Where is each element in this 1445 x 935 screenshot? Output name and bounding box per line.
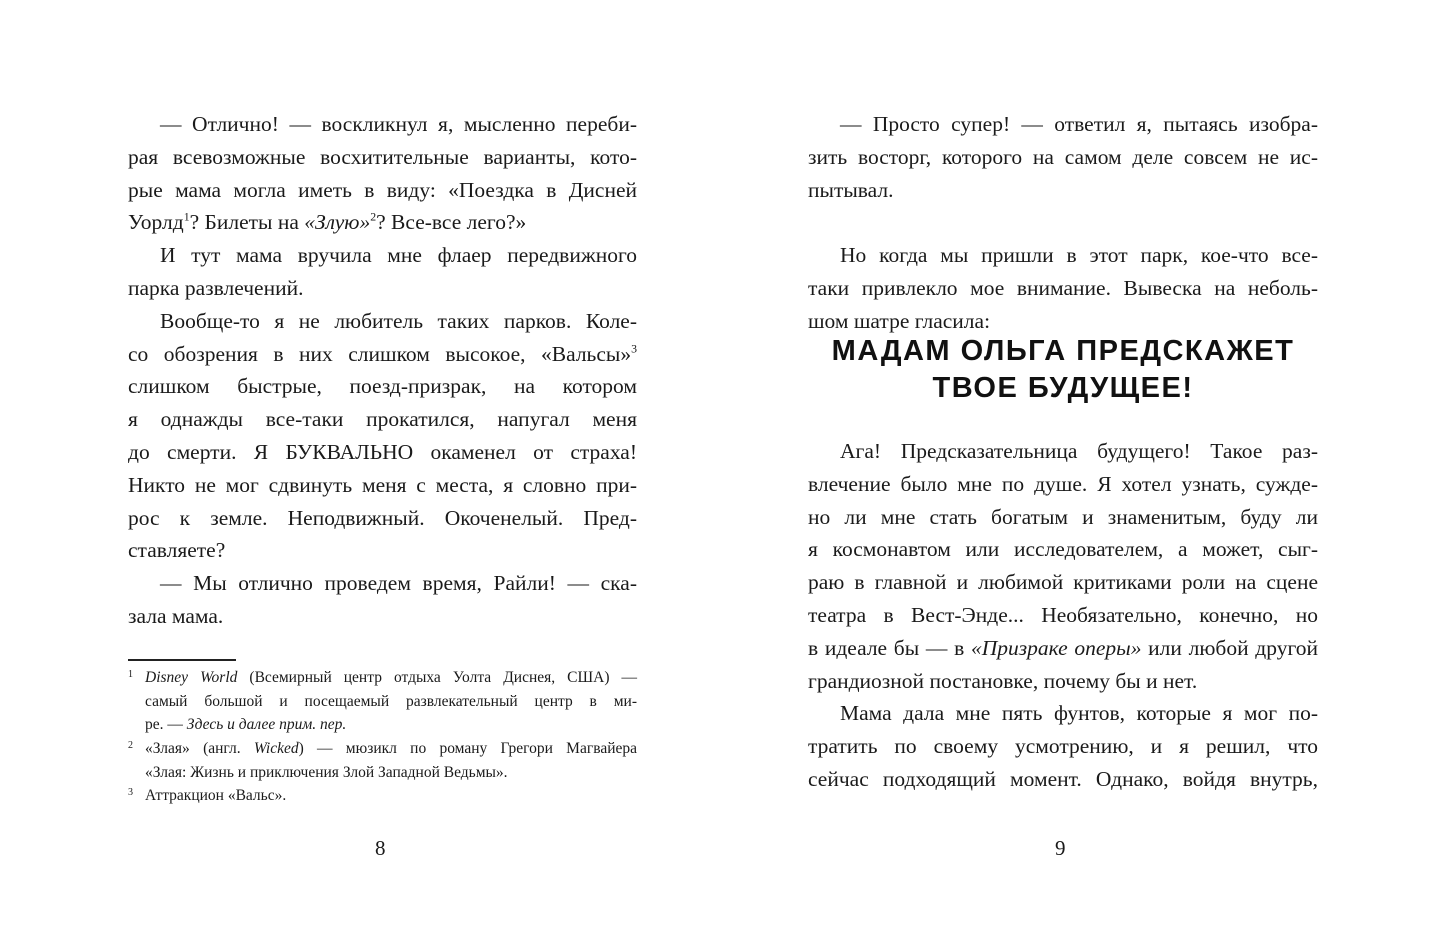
right-page	[808, 0, 1318, 935]
text-line	[808, 108, 1318, 141]
footnote-line	[128, 713, 637, 737]
text-run: рос к земле. Неподвижный. Окоченелый. Пред-	[128, 505, 637, 530]
text-run: Ага! Предсказательница будущего! Такое раз-	[840, 439, 1318, 463]
text-line	[128, 108, 637, 141]
text-run: пытывал.	[808, 177, 894, 202]
text-line	[128, 403, 637, 436]
text-line	[128, 239, 637, 272]
text-run: парка развлечений.	[128, 275, 304, 300]
text-run: рая всевозможные восхитительные варианты, кото-	[128, 144, 637, 169]
footnote-line	[128, 737, 637, 761]
text-run: «Злая: Жизнь и приключения Злой Западной Ведьмы».	[145, 763, 508, 781]
footnote-number: 3	[128, 787, 133, 799]
footnote-line	[128, 690, 637, 714]
footnote-ref: 1	[183, 210, 190, 225]
text-run: но ли мне стать богатым и знаменитым, буду ли	[808, 504, 1318, 529]
text-line	[128, 338, 637, 371]
text-line	[128, 272, 637, 305]
text-run: в идеале бы — в	[808, 635, 971, 660]
text-run: (Всемирный центр отдыха Уолта Диснея, США) —	[237, 669, 638, 686]
text-line	[808, 599, 1318, 632]
text-run: — Отлично! — воскликнул я, мысленно переби-	[160, 112, 637, 136]
text-line	[128, 305, 637, 338]
text-line	[808, 533, 1318, 566]
text-line	[128, 206, 637, 239]
right-paragraph-1	[808, 108, 1318, 206]
footnotes	[128, 666, 637, 808]
text-run: ? Билеты на	[189, 210, 305, 235]
footnote-number: 1	[128, 669, 133, 680]
text-line	[808, 272, 1318, 305]
text-line	[808, 665, 1318, 698]
page-number-left: 8	[375, 836, 386, 860]
text-run: ставляете?	[128, 538, 226, 563]
footnote-ref: 2	[370, 210, 377, 225]
text-run: Никто не мог сдвинуть меня с места, я словно при-	[128, 472, 637, 497]
footnote-line	[128, 666, 637, 690]
footnote-line	[128, 784, 637, 808]
text-run: самый большой и посещаемый развлекательный центр в ми-	[145, 692, 637, 710]
text-run: зала мама.	[128, 603, 224, 628]
text-run: театра в Вест-Энде... Необязательно, конечно, но	[808, 602, 1318, 627]
text-line	[808, 141, 1318, 174]
text-line	[808, 468, 1318, 501]
left-body-text	[128, 108, 637, 633]
text-run: рые мама могла иметь в виду: «Поездка в Дисней	[128, 177, 637, 202]
text-line	[128, 600, 637, 633]
page-number-right: 9	[1055, 836, 1066, 860]
footnote-ref: 3	[631, 341, 637, 356]
text-line	[808, 435, 1318, 468]
text-line	[808, 566, 1318, 599]
text-run: Аттракцион «Вальс».	[145, 787, 287, 805]
text-run: — Просто супер! — ответил я, пытаясь изобра-	[840, 112, 1318, 136]
text-run: до смерти. Я БУКВАЛЬНО окаменел от страха!	[128, 439, 637, 464]
text-run: ) — мюзикл по роману Грегори Магвайера	[298, 740, 638, 758]
text-run: Вообще-то я не любитель таких парков. Коле-	[160, 308, 637, 333]
text-run: Уорлд	[128, 210, 184, 235]
text-run: «Призраке оперы»	[970, 635, 1142, 660]
text-run: со обозрения в них слишком высокое, «Вальсы»	[128, 341, 632, 366]
text-run: таки привлекло мое внимание. Вывеска на неболь-	[808, 275, 1318, 300]
text-line	[808, 174, 1318, 207]
text-run: «Злая» (англ.	[145, 740, 254, 758]
text-run: влечение было мне по душе. Я хотел узнать, сужде-	[808, 471, 1318, 496]
text-run: я космонавтом или исследователем, а может, сыг-	[808, 537, 1318, 562]
text-line	[128, 502, 637, 535]
text-run: Wicked	[253, 740, 299, 758]
text-run: грандиозной постановке, почему бы и нет.	[808, 668, 1198, 693]
text-run: ? Все-все лего?»	[376, 210, 527, 235]
right-paragraph-2	[808, 239, 1318, 337]
text-run: И тут мама вручила мне флаер передвижного	[160, 243, 637, 268]
text-line	[808, 697, 1318, 730]
text-run: сейчас подходящий момент. Однако, войдя внутрь,	[808, 766, 1318, 791]
text-run: ре. —	[145, 716, 187, 734]
text-run: я однажды все-таки прокатился, напугал меня	[128, 407, 637, 432]
left-page	[128, 0, 637, 935]
text-run: Disney World	[145, 669, 238, 686]
footnote-line	[128, 761, 637, 785]
text-line	[128, 174, 637, 207]
text-run: зить восторг, которого на самом деле совсем не ис-	[808, 144, 1318, 169]
text-run: Здесь и далее прим. пер.	[186, 716, 347, 734]
footnote-number: 2	[128, 740, 133, 752]
text-run: раю в главной и любимой критиками роли на сцене	[808, 570, 1318, 595]
text-run: Мама дала мне пять фунтов, которые я мог по-	[840, 701, 1318, 726]
text-run: тратить по своему усмотрению, и я решил, что	[808, 734, 1318, 759]
sign-heading-line-2: ТВОЕ БУДУЩЕЕ!	[932, 372, 1194, 404]
text-line	[128, 370, 637, 403]
text-line	[128, 534, 637, 567]
text-run: слишком быстрые, поезд-призрак, на котором	[128, 374, 637, 399]
text-run: шом шатре гласила:	[808, 308, 991, 333]
right-paragraph-3	[808, 435, 1318, 796]
text-line	[808, 501, 1318, 534]
text-line	[808, 763, 1318, 796]
text-line	[808, 239, 1318, 272]
text-run: или любой другой	[1141, 635, 1318, 660]
text-line	[808, 730, 1318, 763]
footnote-divider	[128, 659, 236, 661]
text-run: — Мы отлично проведем время, Райли! — ска-	[160, 571, 637, 596]
sign-heading-line-1: МАДАМ ОЛЬГА ПРЕДСКАЖЕТ	[831, 335, 1295, 367]
text-line	[128, 141, 637, 174]
text-line	[808, 632, 1318, 665]
text-run: Но когда мы пришли в этот парк, кое-что все-	[840, 243, 1318, 267]
text-run: «Злую»	[304, 210, 371, 235]
text-line	[128, 567, 637, 600]
text-line	[128, 436, 637, 469]
text-line	[128, 469, 637, 502]
